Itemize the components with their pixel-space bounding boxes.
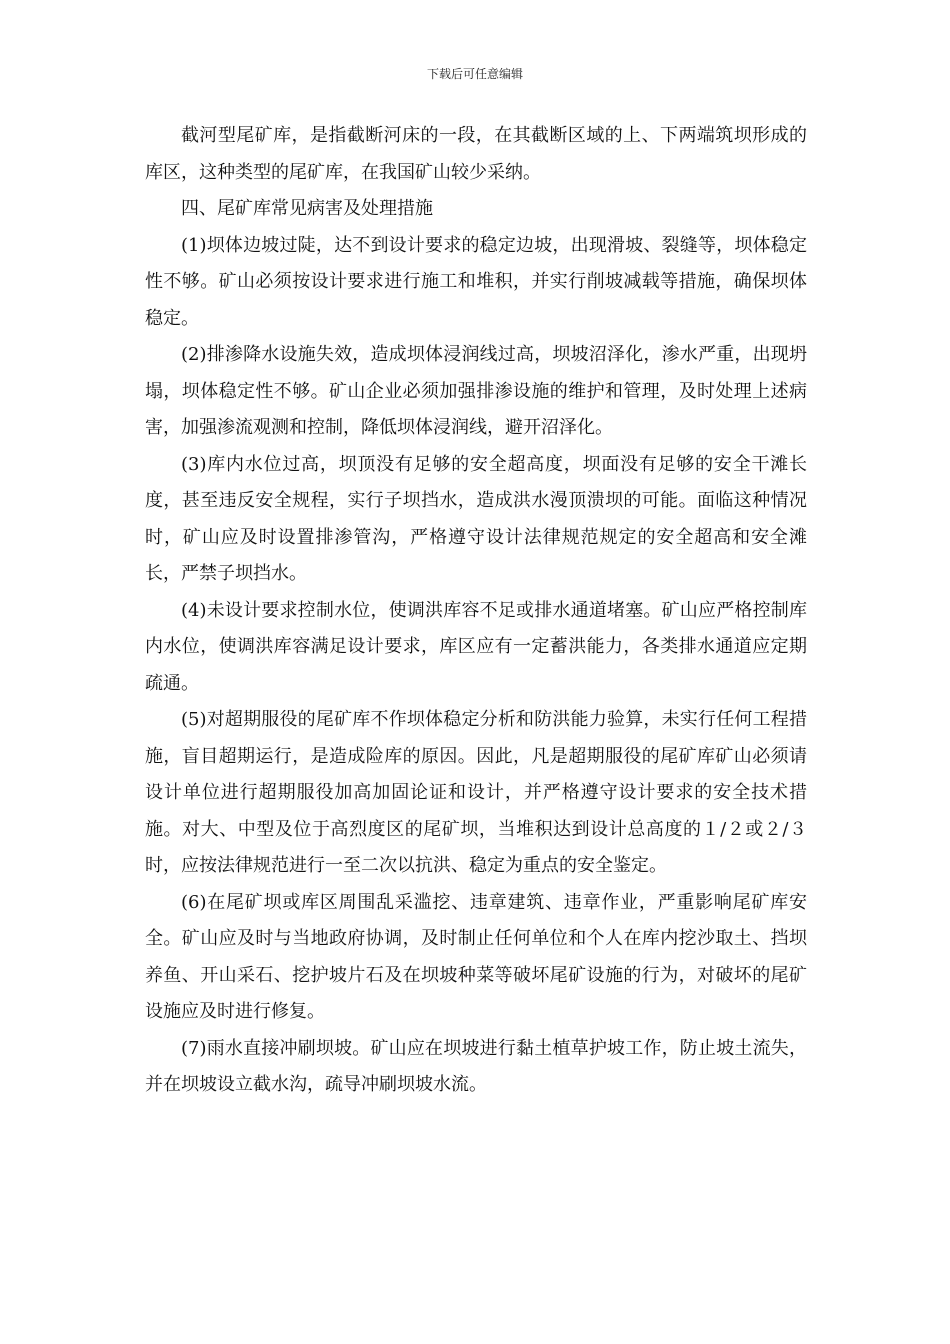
page-header: 下载后可任意编辑	[426, 67, 523, 81]
paragraph-intro: 截河型尾矿库，是指截断河床的一段，在其截断区域的上、下两端筑坝形成的库区，这种类型的尾矿库，在我国矿山较少采纳。	[145, 125, 807, 183]
paragraph-item-7: (7)雨水直接冲刷坝坡。矿山应在坝坡进行黏土植草护坡工作，防止坡土流失，并在坝坡设立截水沟，疏导冲刷坝坡水流。	[145, 1037, 807, 1095]
document-body	[145, 118, 807, 1104]
paragraph-item-2: (2)排渗降水设施失效，造成坝体浸润线过高，坝坡沼泽化，渗水严重，出现坍塌，坝体稳定性不够。矿山企业必须加强排渗设施的维护和管理，及时处理上述病害，加强渗流观测和控制，降低坝体浸润线，避开沼泽化。	[145, 344, 807, 438]
paragraph-item-4: (4)未设计要求控制水位，使调洪库容不足或排水通道堵塞。矿山应严格控制库内水位，使调洪库容满足设计要求，库区应有一定蓄洪能力，各类排水通道应定期疏通。	[145, 599, 807, 694]
paragraph-item-5: (5)对超期服役的尾矿库不作坝体稳定分析和防洪能力验算，未实行任何工程措施，盲目超期运行，是造成险库的原因。因此，凡是超期服役的尾矿库矿山必须请设计单位进行超期服役加高加固论证和设计，并严格遵守设计要求的安全技术措施。对大、中型及位于高烈度区的尾矿坝，当堆积达到设计总高度的１/２或２/３时，应按法律规范进行一至二次以抗洪、稳定为重点的安全鉴定。	[145, 709, 807, 876]
paragraph-item-6: (6)在尾矿坝或库区周围乱采滥挖、违章建筑、违章作业，严重影响尾矿库安全。矿山应及时与当地政府协调，及时制止任何单位和个人在库内挖沙取土、挡坝养鱼、开山采石、挖护坡片石及在坝坡种菜等破坏尾矿设施的行为，对破坏的尾矿设施应及时进行修复。	[145, 891, 807, 1022]
paragraph-item-3: (3)库内水位过高，坝顶没有足够的安全超高度，坝面没有足够的安全干滩长度，甚至违反安全规程，实行子坝挡水，造成洪水漫顶溃坝的可能。面临这种情况时，矿山应及时设置排渗管沟，严格遵守设计法律规范规定的安全超高和安全滩长，严禁子坝挡水。	[145, 453, 807, 584]
section-heading: 四、尾矿库常见病害及处理措施	[181, 198, 433, 219]
paragraph-item-1: (1)坝体边坡过陡，达不到设计要求的稳定边坡，出现滑坡、裂缝等，坝体稳定性不够。矿山必须按设计要求进行施工和堆积，并实行削坡减载等措施，确保坝体稳定。	[145, 234, 807, 329]
